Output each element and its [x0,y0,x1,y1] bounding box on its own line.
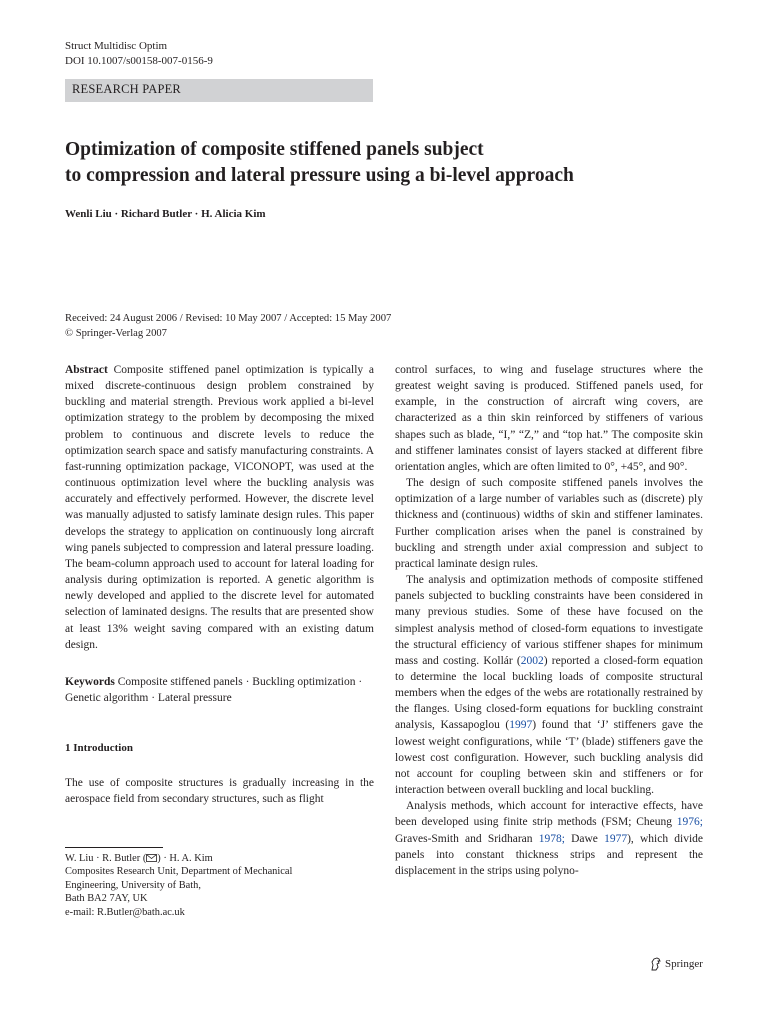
journal-name: Struct Multidisc Optim [65,40,168,52]
right-paragraph-4 [395,798,703,879]
publisher-logo [650,957,703,971]
journal-header [65,39,213,69]
title-line-2: to compression and lateral pressure using a bi-level approach [65,165,574,186]
article-type-label: RESEARCH PAPER [72,82,181,96]
citation-dawe[interactable]: 1977 [604,832,628,845]
p4-text-c: Dawe [564,832,605,845]
abstract-label: Abstract [65,364,108,376]
p4-text-b: Graves-Smith and Sridharan [395,832,539,845]
right-paragraph-3 [395,572,703,798]
author-names-a: W. Liu · R. Butler ( [65,853,147,864]
right-column [395,362,703,879]
intro-paragraph: The use of composite structures is gradually increasing in the aerospace field from secondary structures, such as flight [65,777,374,806]
left-column [65,362,374,808]
abstract [65,362,374,653]
citation-kassapoglou[interactable]: 1997 [509,719,533,732]
affiliation-line-2: Composites Research Unit, Department of Mechanical [65,866,293,878]
doi: DOI 10.1007/s00158-007-0156-9 [65,55,213,67]
citation-graves-smith[interactable]: 1978; [538,832,565,845]
intro-heading: 1 Introduction [65,742,133,755]
author-affiliation [65,852,374,919]
corresponding-email[interactable]: e-mail: R.Butler@bath.ac.uk [65,906,185,918]
title-line-1: Optimization of composite stiffened panels subject [65,139,484,160]
affiliation-line-4: Bath BA2 7AY, UK [65,893,148,905]
article-type-band [65,79,373,102]
keywords-text: Composite stiffened panels · Buckling optimization · Genetic algorithm · Lateral pressure [65,675,363,704]
publisher-name: Springer [665,958,703,970]
right-paragraph-2: The design of such composite stiffened panels involves the optimization of a large number of variables such as (discrete) ply thickness and (continuous) widths of skin and stiffener laminates. Further complication arises when the panel is constrained by buckling and strength under axial compression and subject to practical laminate design rules. [395,477,703,570]
p4-text-a: Analysis methods, which account for interactive effects, have been developed using finite strip methods (FSM; Cheung [395,800,703,829]
springer-horse-icon [650,957,662,971]
abstract-text: Composite stiffened panel optimization is typically a mixed discrete-continuous design problem constrained by buckling and material strength. Previous work applied a bi-level optimization strategy to the problem by decomposing the mixed problem to continuous and discrete levels to reduce the optimization search space and satisfy manufacturing constraints. A fast-running optimization package, VICONOPT, was used at the continuous optimization level where the buckling analysis was accurately and effectively performed. However, the discrete level was manually adjusted to satisfy laminate design rules. This paper develops the strategy to application on continuously long aircraft wing panels subjected to compression and lateral pressure loading. The beam-column approach used to account for lateral loading for analysis during optimization is reported. A genetic algorithm is newly developed and applied to the discrete level for automated selection of laminated designs. The results that are presented show at least 13% weight saving compared with an existing datum design. [65,364,374,651]
p3-text-b: ) reported a closed-form equation to determine the local buckling loads of composite structural members when the edges of the webs are rotationally restrained by the flanges. Using closed-form equations for buckling constraint analysis, Kassapoglou ( [395,654,703,732]
envelope-icon [146,854,157,862]
right-paragraph-1: control surfaces, to wing and fuselage structures where the greatest weight saving is produced. Stiffened panels used, for example, in the construction of aircraft wing covers, are characterized as a thin skin reinforced by stiffeners of various shapes such as blade, “I,” “Z,” and “top hat.” The composite skin and stiffener laminates consist of layers stacked at different fibre orientation angles, which are often limited to 0°, +45°, and 90°. [395,364,703,473]
p4-text-d: ), which divide panels into constant thickness strips and represent the displacement in the strips using polyno- [395,832,703,877]
footnote-rule [65,847,163,848]
citation-kollar[interactable]: 2002 [520,654,544,667]
keywords-label: Keywords [65,675,115,688]
affiliation-names [65,852,374,865]
history-dates: Received: 24 August 2006 / Revised: 10 May 2007 / Accepted: 15 May 2007 [65,313,392,324]
keywords [65,674,374,706]
paper-title [65,137,725,189]
p3-text-c: ) found that ‘J’ stiffeners gave the lowest weight configurations, while ‘T’ (blade) stiffeners gave the lowest cost configuration. However, such buckling analysis did not account for coupling between skin and stiffeners or for interaction between overall buckling and local buckling. [395,719,703,797]
author-list: Wenli Liu · Richard Butler · H. Alicia Kim [65,208,266,220]
copyright-line: © Springer-Verlag 2007 [65,328,167,339]
p3-text-a: The analysis and optimization methods of composite stiffened panels subjected to buckling constraints have been considered in many previous studies. Some of these have focused on the simplest analysis method of closed-form equations to investigate the structural efficiency of various stiffener shapes for minimum mass and costing. Kollár ( [395,574,703,667]
affiliation-line-3: Engineering, University of Bath, [65,879,201,891]
publication-history [65,311,391,341]
citation-cheung[interactable]: 1976; [676,816,703,829]
author-names-b: ) · H. A. Kim [157,853,213,864]
